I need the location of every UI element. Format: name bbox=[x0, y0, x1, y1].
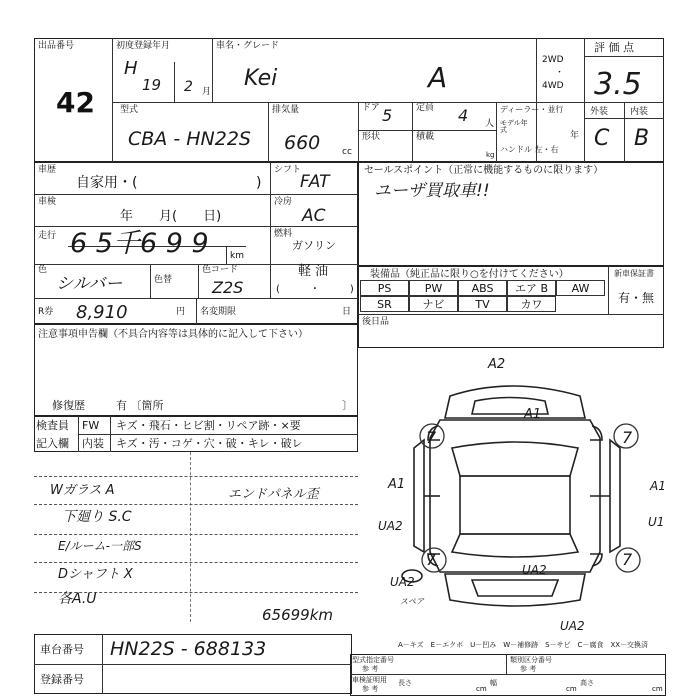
rating-value: 3.5 bbox=[594, 67, 642, 102]
note-line-6: エンドパネル歪 bbox=[228, 487, 319, 502]
capacity-value: 4 bbox=[458, 106, 469, 125]
note-line-5: 各A.U bbox=[58, 591, 97, 607]
diagram-mark: 7 bbox=[622, 550, 633, 569]
shift-value: FAT bbox=[300, 172, 330, 192]
width-label: 幅 bbox=[490, 679, 497, 687]
history-value: 自家用・( bbox=[76, 175, 138, 191]
notes-label: 注意事項申告欄（不具合内容等は具体的に記入して下さい） bbox=[38, 329, 308, 340]
displacement-value: 660 bbox=[284, 132, 321, 154]
length-label: 長さ bbox=[398, 679, 412, 687]
mileage-label: 走行 bbox=[38, 231, 57, 241]
displacement-label: 排気量 bbox=[272, 105, 300, 115]
exterior-label: 外装 bbox=[590, 107, 609, 117]
day-unit: 日 bbox=[342, 307, 352, 317]
lot-number: 42 bbox=[56, 86, 95, 119]
warranty-label: 新車保証書 bbox=[614, 269, 654, 278]
diagram-mark: A1 bbox=[388, 477, 406, 492]
diagram-mark: UA2 bbox=[560, 619, 585, 633]
color-code-value: Z2S bbox=[212, 278, 244, 297]
note-line-3: E/ルーム-一部S bbox=[58, 539, 142, 553]
registration-label: 登録番号 bbox=[40, 673, 84, 686]
equipment-item: ABS bbox=[458, 280, 507, 296]
shape-label: 形状 bbox=[362, 132, 381, 142]
equipment-label: 装備品（純正品に限り○を付けてください） bbox=[370, 269, 569, 280]
diagram-mark: A1 bbox=[650, 479, 666, 493]
fuel-paren: ( ・ ) bbox=[276, 284, 354, 295]
diagram-mark: UA2 bbox=[390, 575, 415, 589]
fw-label: FW bbox=[82, 419, 100, 432]
first-reg-month: 2 bbox=[184, 79, 193, 95]
fuel-label: 燃料 bbox=[274, 229, 293, 239]
fw-items: キズ・飛石・ヒビ割・リペア跡・×要 bbox=[116, 419, 301, 432]
load-unit: kg bbox=[486, 151, 495, 159]
equipment-item: AW bbox=[556, 280, 605, 296]
cert-label: 車検証明用 bbox=[352, 676, 387, 684]
year-unit: 年 bbox=[570, 131, 580, 141]
handle-label: ハンドル 左・右 bbox=[500, 145, 559, 154]
chassis-label: 車台番号 bbox=[40, 643, 84, 656]
history-label: 車歴 bbox=[38, 165, 57, 175]
equipment-item: ナビ bbox=[409, 296, 458, 312]
entry-label: 記入欄 bbox=[36, 437, 69, 450]
rating-label: 評 価 点 bbox=[594, 41, 634, 54]
equipment-item: PS bbox=[360, 280, 409, 296]
color-value: シルバー bbox=[56, 274, 123, 294]
inspection-label: 車検 bbox=[38, 197, 57, 207]
color-label: 色 bbox=[38, 265, 48, 275]
diagram-mark: UA2 bbox=[522, 563, 547, 577]
equipment-item: カワ bbox=[507, 296, 556, 312]
fuel-diesel: 軽 油 bbox=[298, 264, 329, 279]
interior-value: B bbox=[634, 126, 650, 151]
shift-label: シフト bbox=[274, 165, 302, 175]
note-line-1: Wガラス A bbox=[50, 483, 115, 498]
color-change-label: 色替 bbox=[154, 275, 173, 285]
capacity-unit: 人 bbox=[485, 119, 495, 129]
ac-label: 冷房 bbox=[274, 197, 293, 207]
lot-label: 出品番号 bbox=[38, 41, 75, 51]
diagram-mark: U1 bbox=[648, 515, 665, 529]
equipment-item: エア B bbox=[507, 280, 556, 296]
doors-label: ドア bbox=[362, 103, 380, 113]
grade-value: A bbox=[428, 61, 448, 94]
sales-frame bbox=[358, 162, 664, 266]
inspection-value: 年 月( 日) bbox=[120, 209, 222, 224]
damage-legend: A－キズ E－エクボ U－凹み W－補修跡 S－サビ C－腐食 XX－交換済 bbox=[398, 641, 649, 649]
fuel-gas: ガソリン bbox=[292, 239, 336, 252]
load-label: 積載 bbox=[416, 132, 435, 142]
diagram-mark: UA2 bbox=[378, 519, 403, 533]
first-reg-label: 初度登録年月 bbox=[116, 41, 171, 51]
cert-frame bbox=[350, 654, 666, 696]
exterior-value: C bbox=[594, 126, 610, 151]
car-damage-diagram bbox=[380, 356, 680, 628]
inspector-label: 検査員 bbox=[36, 419, 69, 432]
first-reg-era: H bbox=[124, 58, 138, 79]
recycle-value: 8,910 bbox=[76, 302, 128, 323]
name-change-label: 名変期限 bbox=[200, 307, 237, 317]
cc-unit: cc bbox=[342, 147, 352, 157]
model-year-label: モデル年式 bbox=[500, 119, 528, 134]
chassis-value: HN22S - 688133 bbox=[110, 638, 267, 660]
mileage-value: 6 5千6 9 9 bbox=[70, 228, 209, 259]
color-code-label: 色コード bbox=[202, 265, 239, 275]
dealer-label: ディーラー・並行 bbox=[500, 105, 564, 114]
interior-label: 内装 bbox=[630, 107, 649, 117]
repair-label: 修復歴 bbox=[52, 399, 85, 412]
diagram-mark: A2 bbox=[488, 357, 506, 372]
category-label: 類別区分番号 bbox=[510, 656, 552, 664]
car-name-value: Kei bbox=[244, 66, 278, 91]
yen-unit: 円 bbox=[176, 307, 186, 317]
diagram-mark: スペア bbox=[400, 597, 424, 606]
doors-value: 5 bbox=[382, 106, 393, 125]
diagram-mark: 7 bbox=[426, 550, 437, 569]
height-label: 高さ bbox=[580, 679, 594, 687]
recycle-label: R券 bbox=[38, 307, 54, 317]
car-name-label: 車名・グレード bbox=[216, 41, 280, 51]
model-value: CBA - HN22S bbox=[128, 128, 251, 150]
sales-value: ユーザ買取車!! bbox=[374, 181, 490, 201]
warranty-value: 有・無 bbox=[618, 291, 655, 305]
ac-value: AC bbox=[302, 206, 326, 226]
interior-entry-label: 内装 bbox=[82, 437, 104, 450]
diagram-mark: 7 bbox=[622, 428, 633, 447]
diagram-mark: 7 bbox=[426, 428, 437, 447]
equipment-item: SR bbox=[360, 296, 409, 312]
note-line-4: Dシャフト X bbox=[58, 567, 133, 582]
drive-4wd: 4WD bbox=[542, 81, 564, 91]
note-line-7: 65699km bbox=[262, 606, 334, 624]
car-outline bbox=[402, 386, 620, 606]
drive-2wd: 2WD bbox=[542, 55, 564, 65]
sales-label: セールスポイント（正常に機能するものに限ります） bbox=[364, 165, 604, 176]
capacity-label: 定員 bbox=[416, 103, 435, 113]
interior-items: キズ・汚・コゲ・穴・破・キレ・破レ bbox=[116, 437, 303, 450]
repair-value: 有 〔箇所 bbox=[116, 399, 164, 412]
equipment-item: PW bbox=[409, 280, 458, 296]
month-unit: 月 bbox=[202, 87, 212, 97]
first-reg-year: 19 bbox=[142, 76, 162, 94]
note-line-2: 下廻り S.C bbox=[62, 509, 132, 525]
model-label: 型式 bbox=[120, 105, 139, 115]
diagram-mark: A1 bbox=[524, 407, 542, 422]
equipment-item: TV bbox=[458, 296, 507, 312]
type-designation-label: 型式指定番号 bbox=[352, 656, 394, 664]
aftermarket-label: 後日品 bbox=[362, 317, 390, 327]
km-unit: km bbox=[230, 251, 244, 261]
